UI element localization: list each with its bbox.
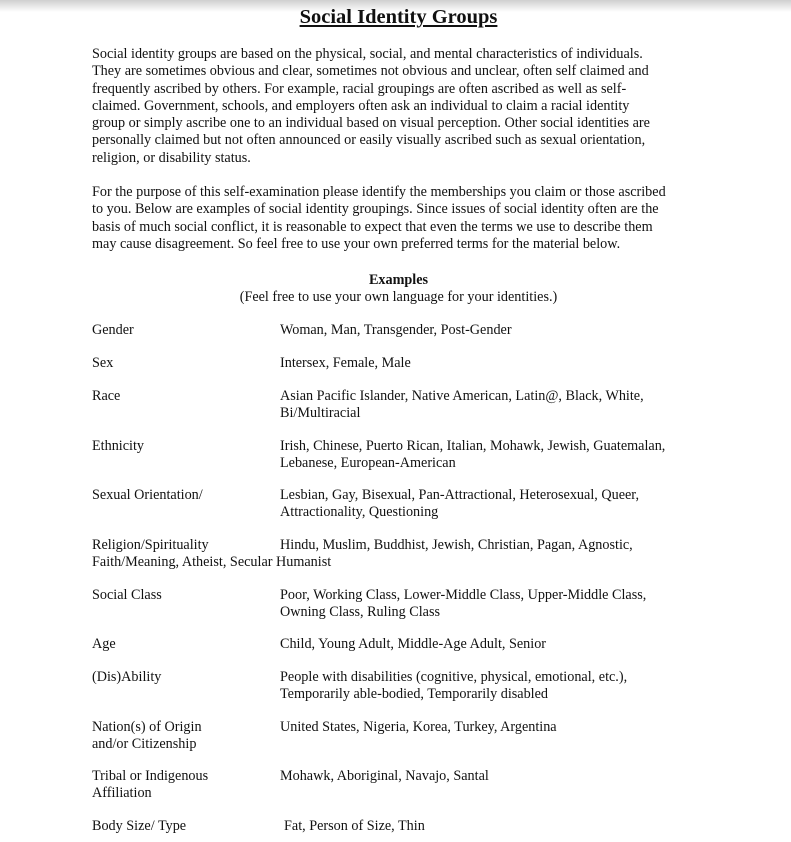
group-examples-sex: Intersex, Female, Male <box>280 355 411 371</box>
examples-heading: Examples <box>368 272 429 288</box>
group-examples-gender: Woman, Man, Transgender, Post-Gender <box>280 322 512 338</box>
group-examples-race: Asian Pacific Islander, Native American, Latin@, Black, White, Bi/Multiracial <box>280 388 644 421</box>
group-examples-religion-continued: Faith/Meaning, Atheist, Secular Humanist <box>92 554 332 570</box>
group-examples-ethnicity: Irish, Chinese, Puerto Rican, Italian, Mohawk, Jewish, Guatemalan, Lebanese, European-American <box>280 438 666 471</box>
group-label-nation-of-origin: Nation(s) of Origin and/or Citizenship <box>92 719 202 752</box>
group-label-tribal-affiliation: Tribal or Indigenous Affiliation <box>92 768 209 801</box>
examples-subheading: (Feel free to use your own language for your identities.) <box>239 289 558 305</box>
group-examples-age: Child, Young Adult, Middle-Age Adult, Senior <box>280 636 547 652</box>
group-label-body-size: Body Size/ Type <box>92 818 187 834</box>
group-examples-disability: People with disabilities (cognitive, physical, emotional, etc.), Temporarily able-bodied, Temporarily disabled <box>280 669 628 702</box>
group-examples-nation-of-origin: United States, Nigeria, Korea, Turkey, Argentina <box>280 719 557 735</box>
page-title: Social Identity Groups <box>299 6 498 28</box>
group-label-gender: Gender <box>92 322 134 338</box>
group-examples-tribal-affiliation: Mohawk, Aboriginal, Navajo, Santal <box>280 768 489 784</box>
group-label-disability: (Dis)Ability <box>92 669 162 685</box>
group-label-religion: Religion/Spirituality <box>92 537 209 553</box>
group-examples-body-size: Fat, Person of Size, Thin <box>284 818 425 834</box>
group-examples-religion: Hindu, Muslim, Buddhist, Jewish, Christian, Pagan, Agnostic, <box>280 537 633 553</box>
purpose-paragraph: For the purpose of this self-examination please identify the memberships you claim or those ascribed to you. Below are examples of social identity groupings. Since issues of social identity often are the basis of much social conflict, it is reasonable to expect that even the terms we use to describe them may cause disagreement. So feel free to use your own preferred terms for the material below. <box>92 184 666 252</box>
group-label-ethnicity: Ethnicity <box>92 438 145 454</box>
group-label-race: Race <box>92 388 121 404</box>
intro-paragraph: Social identity groups are based on the physical, social, and mental characteristics of individuals. They are sometimes obvious and clear, sometimes not obvious and unclear, often self claimed and frequently ascribed by others. For example, racial groupings are often ascribed as well as self- claimed. Government, schools, and employers often ask an individual to claim a racial identity group or simply ascribe one to an individual based on visual perception. Other social identities are personally claimed but not often announced or easily visually ascribed such as sexual orientation, religion, or disability status. <box>92 46 650 166</box>
group-examples-social-class: Poor, Working Class, Lower-Middle Class, Upper-Middle Class, Owning Class, Ruling Class <box>280 587 647 620</box>
group-examples-sexual-orientation: Lesbian, Gay, Bisexual, Pan-Attractional, Heterosexual, Queer, Attractionality, Questioning <box>280 487 639 520</box>
group-label-social-class: Social Class <box>92 587 162 603</box>
group-label-sex: Sex <box>92 355 114 371</box>
group-label-age: Age <box>92 636 116 652</box>
group-label-sexual-orientation: Sexual Orientation/ <box>92 487 203 503</box>
